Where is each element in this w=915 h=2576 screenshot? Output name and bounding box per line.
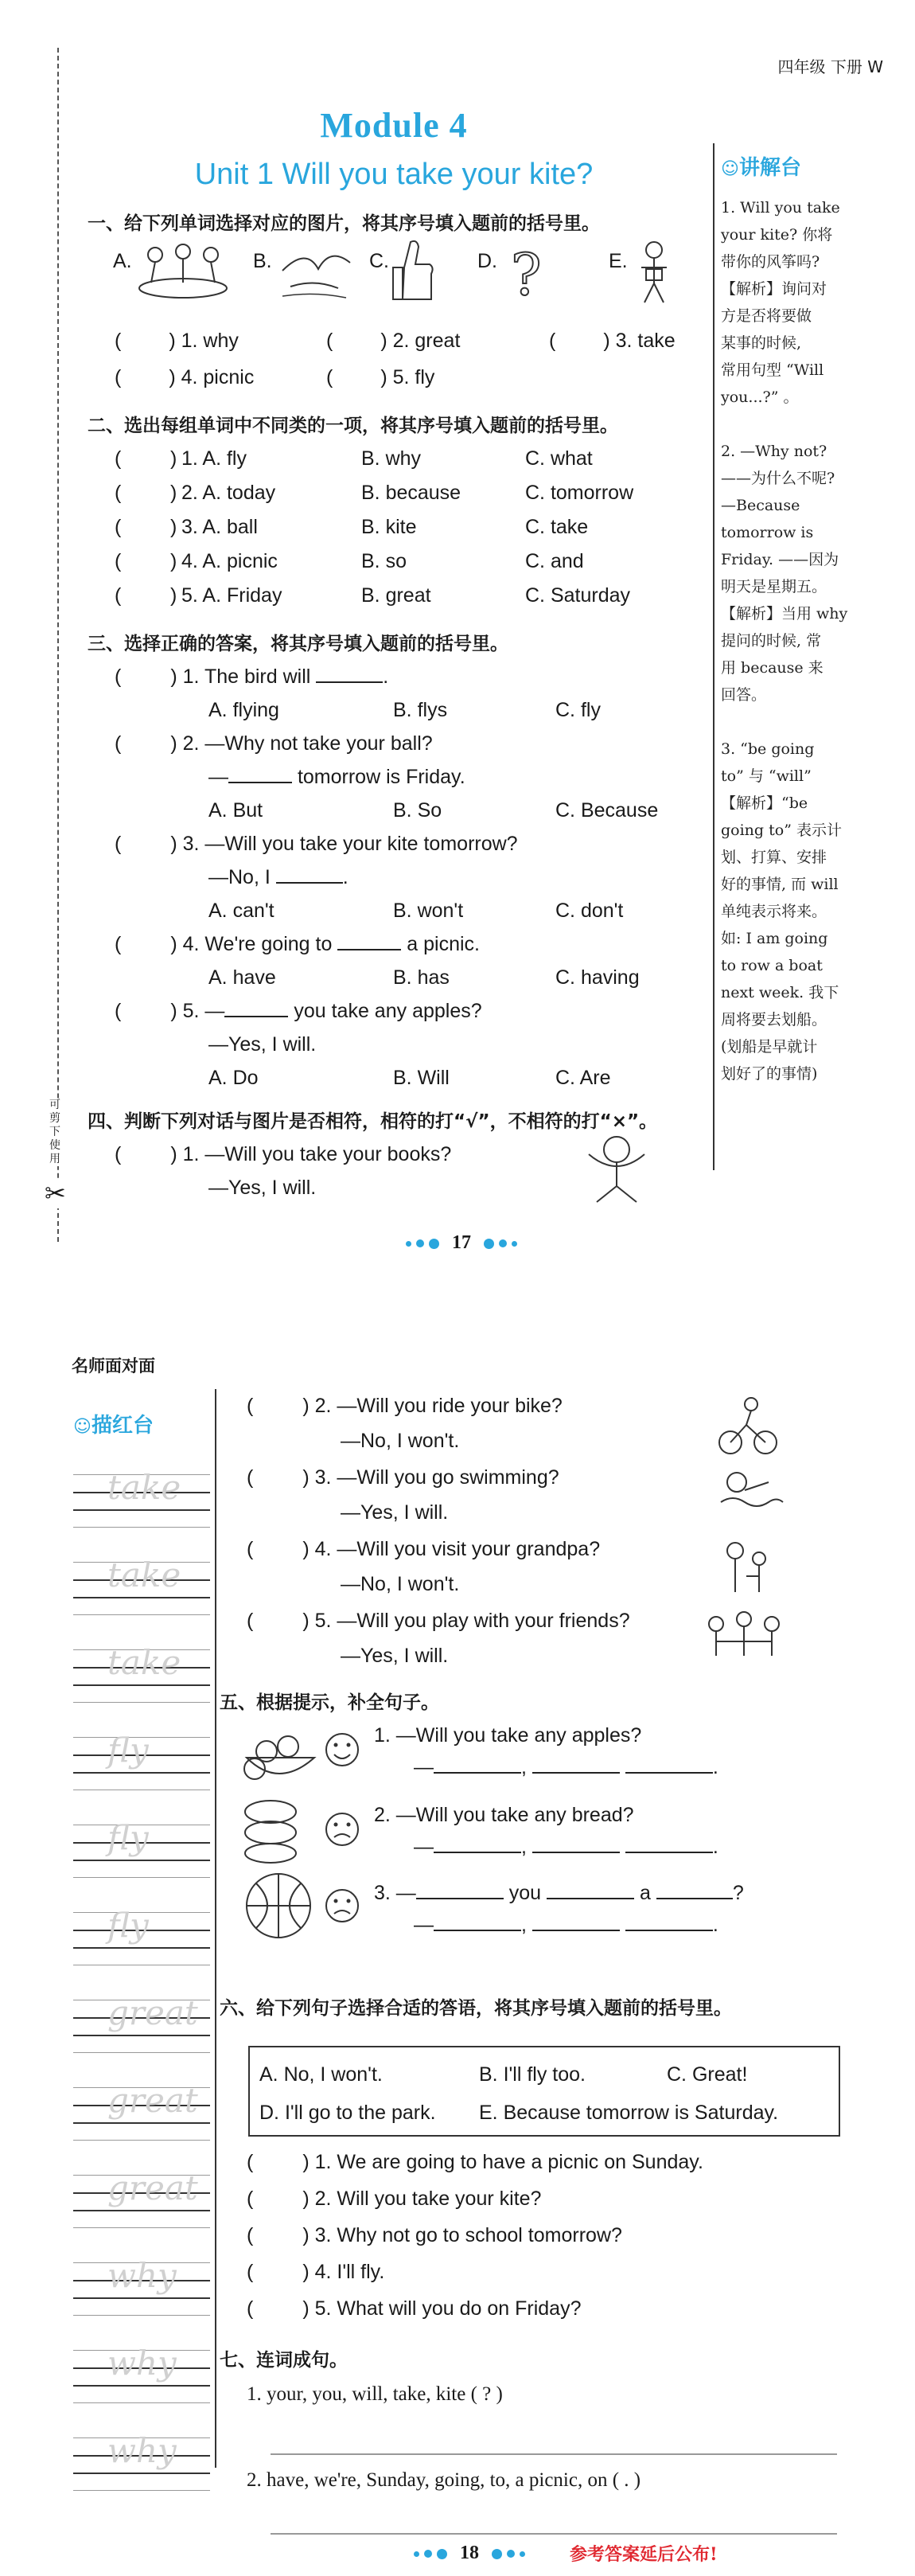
grade-header: 四年级 下册 W <box>777 57 883 76</box>
s6-opt-b: B. I'll fly too. <box>479 2063 586 2086</box>
trace-divider <box>215 1389 216 2468</box>
s3-q3: ( ) 3. —Will you take your kite tomorrow? <box>115 833 518 855</box>
trace-word: great <box>107 2081 198 2120</box>
s5-q3: 3. — you a ? <box>374 1882 744 1904</box>
s6-opt-d: D. I'll go to the park. <box>259 2102 436 2124</box>
trace-word: take <box>107 1468 181 1507</box>
s3-q3-opt-b: B. won't <box>393 900 464 922</box>
section-4-title: 四、判断下列对话与图片是否相符，相符的打“√”，不相符的打“×”。 <box>88 1111 658 1132</box>
s6-item-2: ( ) 2. Will you take your kite? <box>247 2188 542 2210</box>
s6-opt-c: C. Great! <box>667 2063 748 2086</box>
trace-guide-line <box>73 2473 210 2474</box>
s3-q3-line2: —No, I . <box>208 866 348 888</box>
s6-opt-a: A. No, I won't. <box>259 2063 383 2086</box>
trace-word: great <box>107 2168 198 2207</box>
s3-q4: ( ) 4. We're going to a picnic. <box>115 933 480 955</box>
section-6-title: 六、给下列句子选择合适的答语，将其序号填入题前的括号里。 <box>220 1998 732 2019</box>
s7-q2: 2. have, we're, Sunday, going, to, a picnic, on ( . ) <box>247 2469 641 2491</box>
s3-q5-line2: —Yes, I will. <box>208 1033 317 1056</box>
trace-guide-line <box>73 1860 210 1861</box>
s3-q4-opt-b: B. has <box>393 966 450 989</box>
unit-title: Unit 1 Will you take your kite? <box>194 158 594 191</box>
footer-note: 参考答案延后公布! <box>570 2544 718 2565</box>
s4-item-5-answer: —Yes, I will. <box>341 1645 449 1667</box>
s3-q5-opt-c: C. Are <box>555 1067 611 1089</box>
s1-item-4: ( ) 4. picnic <box>115 366 255 388</box>
trace-guide-line <box>73 2052 210 2053</box>
s4-item-5: ( ) 5. —Will you play with your friends? <box>247 1610 630 1632</box>
s4-item-2-answer: —No, I won't. <box>341 1430 460 1452</box>
s6-opt-e: E. Because tomorrow is Saturday. <box>479 2102 779 2124</box>
s4-item-4: ( ) 4. —Will you visit your grandpa? <box>247 1538 601 1560</box>
s5-q1: 1. —Will you take any apples? <box>374 1724 642 1747</box>
trace-badge: ☺描红台 <box>73 1414 154 1438</box>
child-with-books-picture <box>573 1130 660 1210</box>
section-1-title: 一、给下列单词选择对应的图片，将其序号填入题前的括号里。 <box>88 213 600 234</box>
cut-hint: 可剪下使用 <box>49 1099 64 1166</box>
scissors-icon: ✂ <box>45 1178 66 1208</box>
s1-item-1: ( ) 1. why <box>115 330 239 352</box>
s5-q3-answer: — , . <box>414 1914 718 1936</box>
s6-item-3: ( ) 3. Why not go to school tomorrow? <box>247 2224 622 2246</box>
s3-q2-opt-c: C. Because <box>555 799 659 822</box>
bike-picture <box>716 1393 780 1457</box>
s6-item-4: ( ) 4. I'll fly. <box>247 2261 385 2283</box>
s3-q1-opt-c: C. fly <box>555 699 601 721</box>
pic-label-a: A. <box>113 250 132 272</box>
trace-word: fly <box>107 1818 149 1857</box>
s5-q2: 2. —Will you take any bread? <box>374 1804 634 1826</box>
section-3-title: 三、选择正确的答案，将其序号填入题前的括号里。 <box>88 634 508 654</box>
s3-q2-line2: — tomorrow is Friday. <box>208 766 465 788</box>
swimming-picture <box>713 1466 785 1522</box>
s3-q1-opt-a: A. flying <box>208 699 279 721</box>
trace-guide-line <box>73 1684 210 1686</box>
trace-word: fly <box>107 1906 149 1945</box>
s4-item-1-answer: —Yes, I will. <box>208 1177 317 1199</box>
s4-item-3-answer: —Yes, I will. <box>341 1501 449 1524</box>
section-2-title: 二、选出每组单词中不同类的一项，将其序号填入题前的括号里。 <box>88 416 618 436</box>
cut-line <box>57 48 59 1242</box>
trace-word: why <box>107 2431 177 2470</box>
picnic-picture <box>135 239 231 302</box>
trace-guide-line <box>73 1772 210 1774</box>
question-mark-picture <box>503 239 551 310</box>
s4-item-4-answer: —No, I won't. <box>341 1573 460 1595</box>
trace-guide-line <box>73 2402 210 2403</box>
s3-q5: ( ) 5. — you take any apples? <box>115 1000 482 1022</box>
trace-word: great <box>107 1993 198 2032</box>
s1-item-5: ( ) 5. fly <box>326 366 435 388</box>
s3-q3-opt-c: C. don't <box>555 900 624 922</box>
visit-grandpa-picture <box>719 1536 775 1600</box>
page2-header: 名师面对面 <box>72 1356 155 1376</box>
trace-word: take <box>107 1643 181 1682</box>
pic-label-e: E. <box>609 250 628 272</box>
s1-item-3: ( ) 3. take <box>549 330 676 352</box>
s3-q3-opt-a: A. can't <box>208 900 274 922</box>
trace-guide-line <box>73 2297 210 2299</box>
s6-item-1: ( ) 1. We are going to have a picnic on Sunday. <box>247 2151 703 2173</box>
trace-word: why <box>107 2256 177 2295</box>
s3-q5-opt-a: A. Do <box>208 1067 259 1089</box>
trace-guide-line <box>73 1509 210 1511</box>
s3-q4-opt-c: C. having <box>555 966 640 989</box>
s3-q2-opt-b: B. So <box>393 799 442 822</box>
s6-item-5: ( ) 5. What will you do on Friday? <box>247 2297 582 2320</box>
flying-bird-picture <box>274 239 354 302</box>
trace-guide-line <box>73 2490 210 2491</box>
s4-item-3: ( ) 3. —Will you go swimming? <box>247 1466 559 1489</box>
trace-guide-line <box>73 2140 210 2141</box>
friends-playing-picture <box>700 1608 788 1672</box>
explain-badge: ☺讲解台 <box>721 156 801 180</box>
pic-label-c: C. <box>369 250 389 272</box>
trace-guide-line <box>73 2035 210 2036</box>
section-5-title: 五、根据提示，补全句子。 <box>220 1692 439 1713</box>
bread-picture <box>239 1794 358 1866</box>
trace-guide-line <box>73 1947 210 1949</box>
s4-item-1: ( ) 1. —Will you take your books? <box>115 1143 452 1165</box>
page-number-17: 17 <box>390 1232 533 1254</box>
trace-word: why <box>107 2344 177 2383</box>
s3-q1: ( ) 1. The bird will . <box>115 665 389 688</box>
section-7-title: 七、连词成句。 <box>220 2350 348 2371</box>
trace-guide-line <box>73 1877 210 1878</box>
s1-item-2: ( ) 2. great <box>326 330 461 352</box>
trace-guide-line <box>73 2385 210 2387</box>
trace-guide-line <box>73 1614 210 1615</box>
s3-q1-opt-b: B. flys <box>393 699 448 721</box>
s7-q1-answer-line[interactable] <box>271 2453 837 2455</box>
page-number-18: 18 <box>390 2543 549 2564</box>
basketball-picture <box>239 1871 358 1942</box>
trace-guide-line <box>73 2315 210 2316</box>
trace-guide-line <box>73 1527 210 1528</box>
trace-word: fly <box>107 1731 149 1770</box>
trace-word: take <box>107 1555 181 1594</box>
s7-q1: 1. your, you, will, take, kite ( ? ) <box>247 2383 503 2405</box>
s5-q1-answer: — , . <box>414 1756 718 1778</box>
trace-guide-line <box>73 2227 210 2228</box>
s7-q2-answer-line[interactable] <box>271 2533 837 2535</box>
pic-label-b: B. <box>253 250 272 272</box>
apples-picture <box>239 1718 358 1790</box>
trace-guide-line <box>73 2122 210 2124</box>
svg-text:?: ? <box>511 241 542 308</box>
sidebar-notes: 1. Will you take your kite? 你将 带你的风筝吗? 【解析】询问对 方是否将要做 某事的时候, 常用句型 “Will you...?” 。 2. —Why not? ——为什么不呢? —Because tomorrow is Friday. ——因为 明天是星期五。 【解析】当用 why 提问的时候, 常 用 because 来 回答。 3. “be going to” 与 “will” 【解析】“be going to” 表示计 划、打算、安排 好的事情, 而 will 单纯表示将来。 如: I am going to row a boat next week. 我下 周将要去划船。 (划船是早就计 划好了的事情) <box>721 199 848 1083</box>
module-title: Module 4 <box>320 106 468 145</box>
s3-q2: ( ) 2. —Why not take your ball? <box>115 732 433 755</box>
s4-item-2: ( ) 2. —Will you ride your bike? <box>247 1395 563 1417</box>
s3-q5-opt-b: B. Will <box>393 1067 450 1089</box>
pic-label-d: D. <box>477 250 497 272</box>
s5-q2-answer: — , . <box>414 1836 718 1858</box>
s3-q4-opt-a: A. have <box>208 966 276 989</box>
sidebar-divider <box>713 143 714 1170</box>
s3-q2-opt-a: A. But <box>208 799 263 822</box>
trace-guide-line <box>73 1702 210 1703</box>
trace-guide-line <box>73 2210 210 2211</box>
person-picture <box>630 236 678 307</box>
trace-guide-line <box>73 1597 210 1598</box>
thumbs-up-picture <box>388 236 436 307</box>
